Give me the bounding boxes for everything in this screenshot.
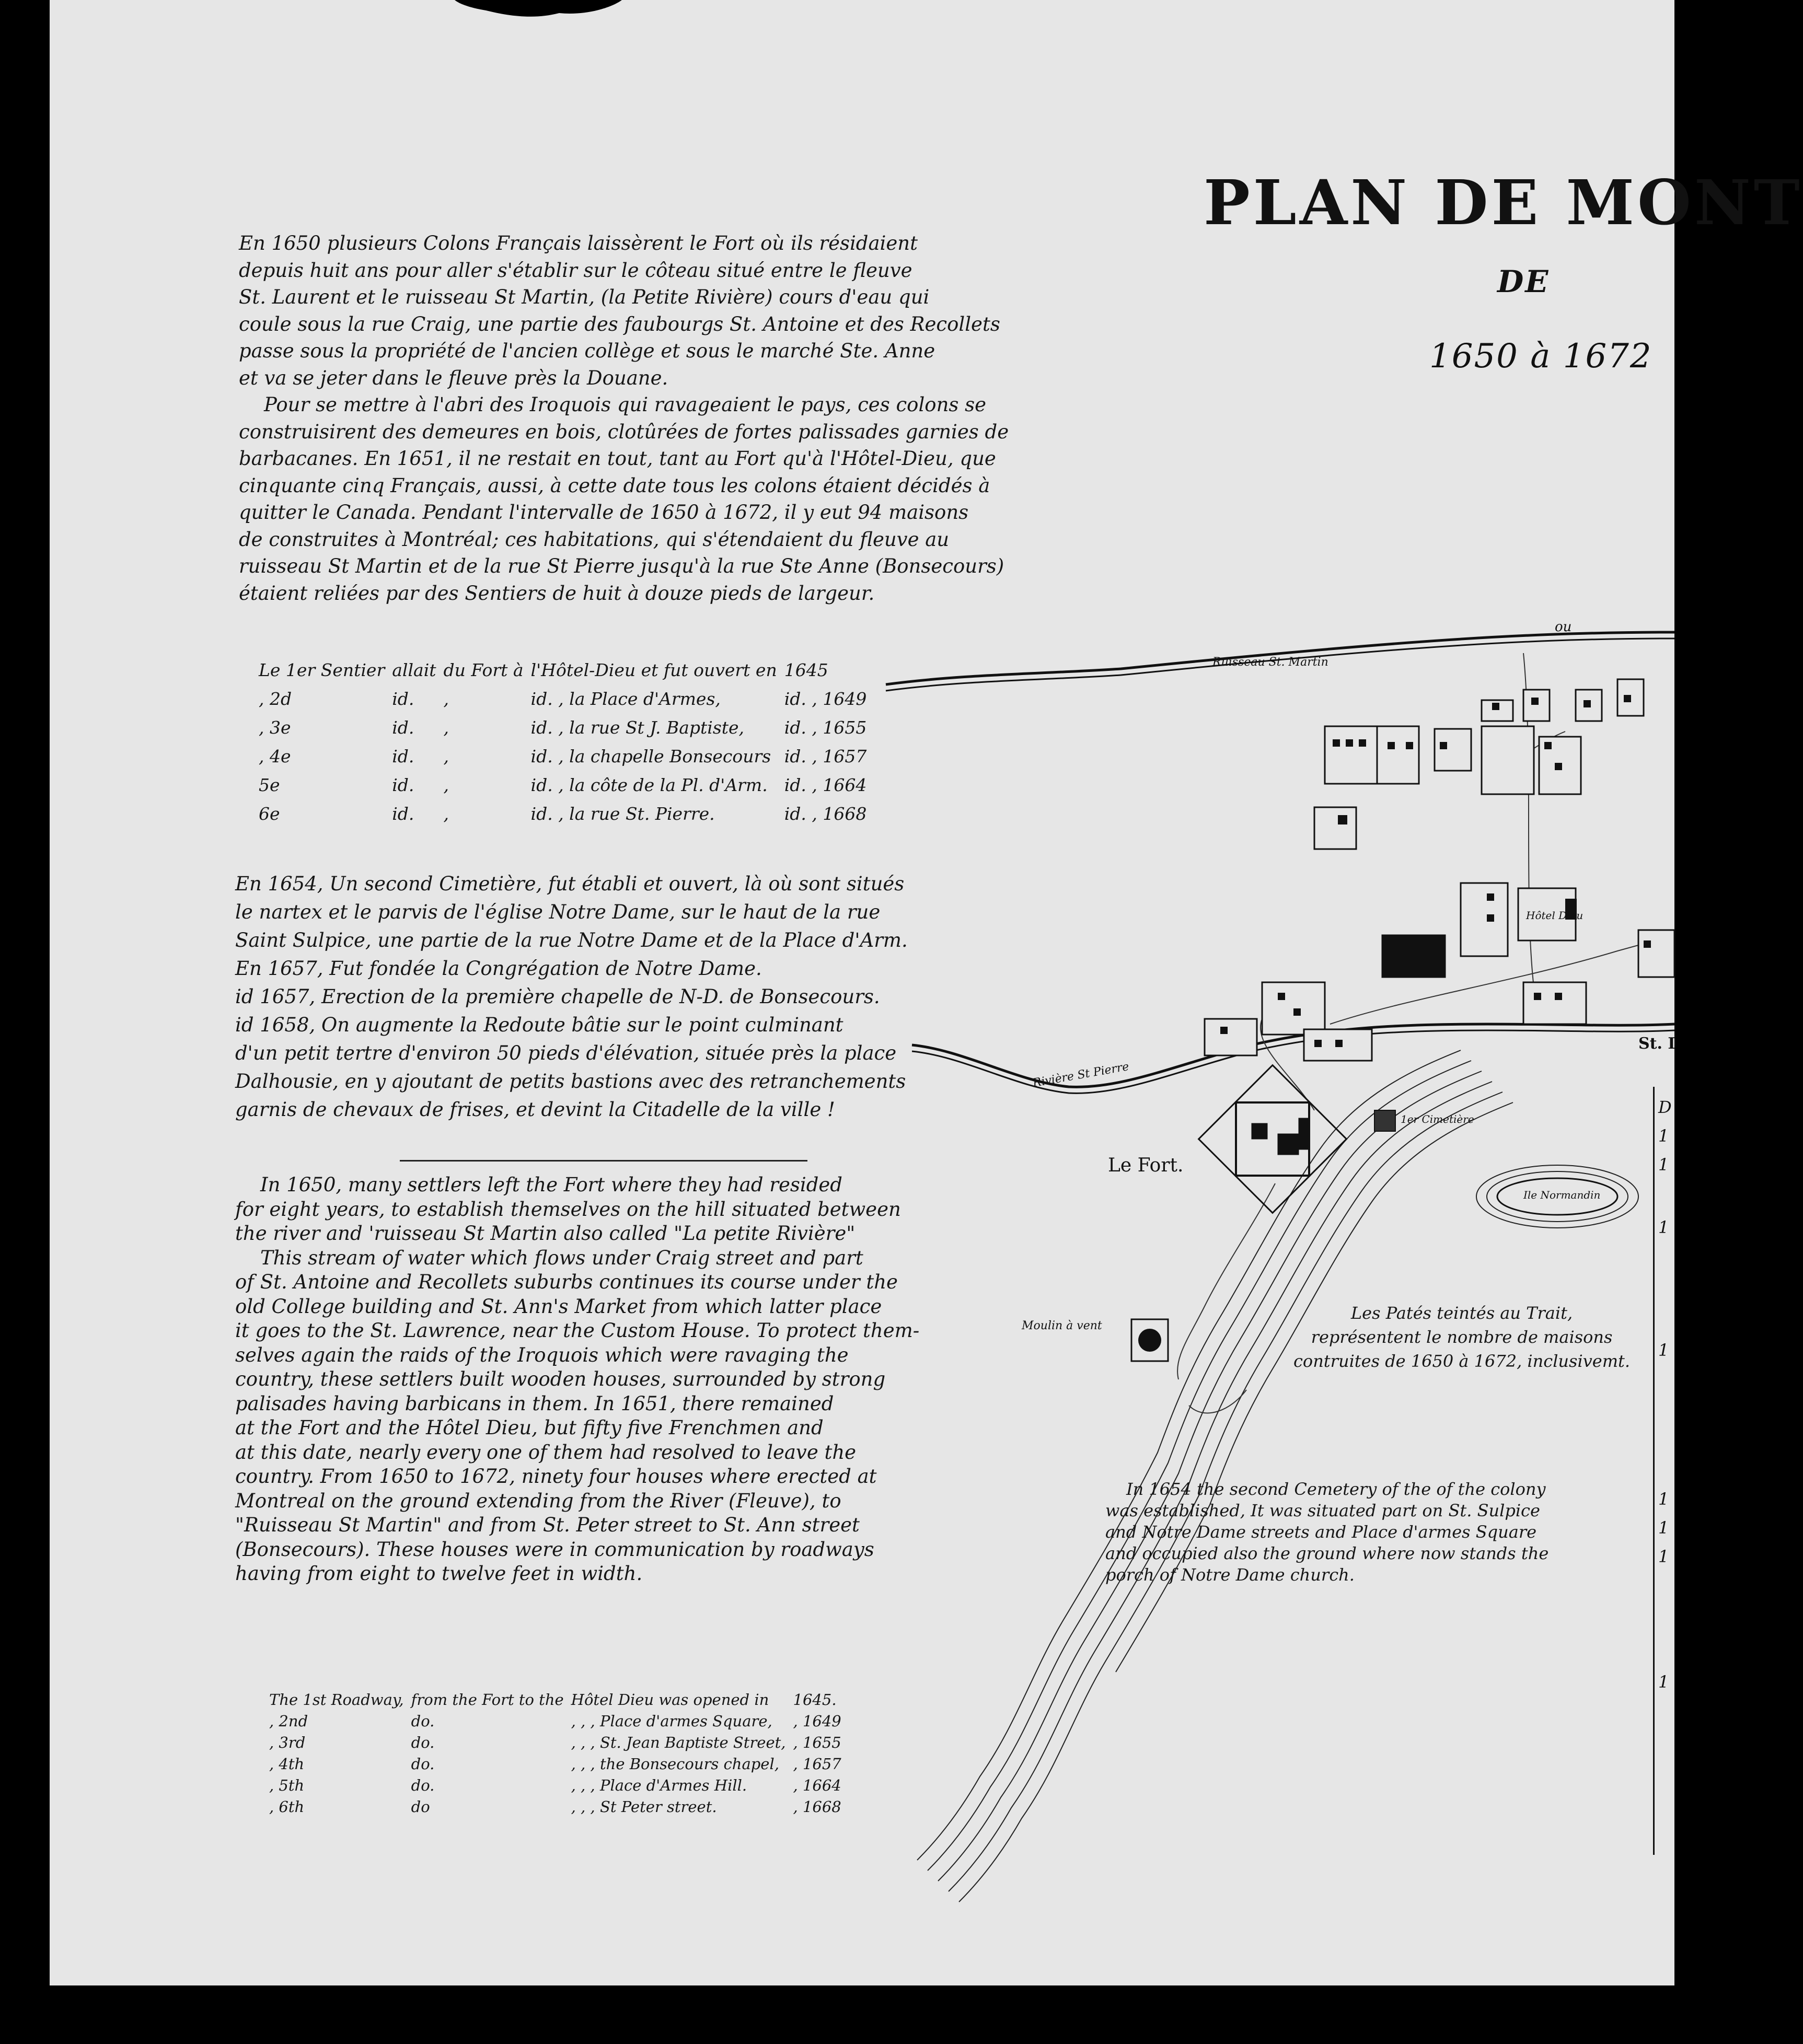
le-fort-label: Le Fort.	[1108, 1155, 1184, 1176]
table-cell: Hôtel Dieu was opened in	[571, 1690, 769, 1709]
ou-label: ou	[1555, 619, 1572, 635]
right-column-cell: 1	[1658, 1217, 1669, 1237]
table-row	[259, 713, 874, 742]
table-cell: , 3rd	[269, 1733, 306, 1751]
st-fragment-label: St. I	[1638, 1035, 1675, 1053]
table-cell: , 1657	[793, 1755, 841, 1773]
bottom-border	[0, 1985, 1674, 2044]
table-cell: id. , la rue St. Pierre.	[530, 804, 715, 824]
table-cell: id. , 1649	[784, 689, 867, 709]
table-cell: , , , Place d'Armes Hill.	[571, 1776, 747, 1794]
text-line: and occupied also the ground where now stands the	[1105, 1543, 1549, 1563]
table-cell: ,	[443, 689, 449, 709]
table-cell: 5e	[259, 775, 280, 795]
text-line: construisirent des demeures en bois, clotûrées de fortes palissades garnies de	[239, 420, 1009, 443]
text-line: En 1650 plusieurs Colons Français laissèrent le Fort où ils résidaient	[239, 232, 918, 254]
table-cell: id.	[392, 775, 414, 795]
table-cell: l'Hôtel-Dieu et fut ouvert en	[530, 660, 777, 680]
text-line: de construites à Montréal; ces habitations, qui s'étendaient du fleuve au	[239, 528, 950, 551]
text-line: Les Patés teintés au Trait,	[1350, 1303, 1573, 1323]
text-line: id 1657, Erection de la première chapelle de N-D. de Bonsecours.	[235, 985, 880, 1008]
text-line: country, these settlers built wooden houses, surrounded by strong	[235, 1368, 886, 1390]
table-row	[269, 1710, 849, 1732]
right-column-cell: 1	[1658, 1489, 1669, 1509]
text-line: depuis huit ans pour aller s'établir sur le côteau situé entre le fleuve	[239, 259, 912, 282]
text-line: having from eight to twelve feet in width.	[235, 1562, 643, 1585]
table-cell: ,	[443, 804, 449, 824]
table-cell: du Fort à	[443, 660, 524, 680]
english-roadways-table	[269, 1689, 849, 1817]
ile-label: Ile Normandin	[1523, 1189, 1601, 1201]
text-line: Dalhousie, en y ajoutant de petits bastions avec des retranchements	[235, 1070, 906, 1093]
table-cell: , 1668	[793, 1797, 841, 1816]
table-cell: do.	[411, 1755, 435, 1773]
text-line: cinquante cinq Français, aussi, à cette date tous les colons étaient décidés à	[239, 474, 990, 497]
text-line: at this date, nearly every one of them had resolved to leave the	[235, 1441, 857, 1464]
right-column-cell: 1	[1658, 1155, 1669, 1175]
section-divider	[400, 1160, 807, 1162]
table-cell: id. , la rue St J. Baptiste,	[530, 717, 745, 738]
text-line: le nartex et le parvis de l'église Notre Dame, sur le haut de la rue	[235, 901, 881, 923]
table-row	[259, 656, 874, 684]
text-line: at the Fort and the Hôtel Dieu, but fifty five Frenchmen and	[235, 1416, 824, 1439]
table-row	[269, 1753, 849, 1774]
table-cell: do.	[411, 1712, 435, 1730]
ruisseau-label: Ruisseau St. Martin	[1212, 656, 1328, 669]
moulin-shape	[1131, 1319, 1168, 1361]
text-line: porch of Notre Dame church.	[1105, 1565, 1355, 1585]
table-cell: do.	[411, 1776, 435, 1794]
table-cell: , 3e	[259, 717, 291, 738]
table-row	[259, 799, 874, 828]
text-line: et va se jeter dans le fleuve près la Douane.	[239, 366, 668, 389]
le-fort-shape	[1199, 1065, 1347, 1213]
table-cell: id. , la chapelle Bonsecours	[530, 746, 771, 766]
table-cell: , 1655	[793, 1733, 841, 1751]
table-row	[269, 1732, 849, 1753]
table-cell: Le 1er Sentier	[259, 660, 385, 680]
table-cell: 1645	[784, 660, 828, 680]
table-cell: do	[411, 1797, 430, 1816]
table-cell: The 1st Roadway,	[269, 1690, 404, 1709]
moulin-label: Moulin à vent	[1022, 1319, 1102, 1332]
french-text-block-2	[235, 870, 908, 1124]
table-cell: , 5th	[269, 1776, 305, 1794]
table-row	[259, 684, 874, 713]
right-column-rule	[1653, 1087, 1655, 1855]
table-cell: 1645.	[793, 1690, 837, 1709]
text-line: représentent le nombre de maisons	[1311, 1327, 1613, 1347]
legend-note	[1293, 1301, 1630, 1373]
table-cell: id. , 1657	[784, 746, 867, 766]
text-line: contruites de 1650 à 1672, inclusivemt.	[1293, 1351, 1631, 1371]
st-lawrence-shore	[917, 1050, 1513, 1902]
table-cell: id. , 1664	[784, 775, 867, 795]
table-cell: , 6th	[269, 1797, 305, 1816]
table-cell: id. , la côte de la Pl. d'Arm.	[530, 775, 768, 795]
text-line: En 1657, Fut fondée la Congrégation de Notre Dame.	[235, 957, 762, 980]
table-cell: , , , Place d'armes Square,	[571, 1712, 772, 1730]
table-cell: id. , 1668	[784, 804, 867, 824]
right-column-cell: 1	[1658, 1672, 1669, 1692]
text-line: d'un petit tertre d'environ 50 pieds d'élévation, située près la place	[235, 1042, 897, 1064]
right-column-cell: D	[1658, 1097, 1672, 1117]
text-line: Pour se mettre à l'abri des Iroquois qui ravageaient le pays, ces colons se	[264, 393, 987, 416]
text-line: it goes to the St. Lawrence, near the Custom House. To protect them-	[235, 1319, 920, 1342]
riviere-label: Rivière St Pierre	[1032, 1060, 1130, 1090]
english-text-block	[235, 1173, 919, 1586]
table-cell: , , , St. Jean Baptiste Street,	[571, 1733, 786, 1751]
french-text-block	[239, 230, 1009, 607]
text-line: was established, It was situated part on St. Sulpice	[1105, 1501, 1540, 1520]
table-cell: from the Fort to the	[411, 1690, 564, 1709]
text-line: garnis de chevaux de frises, et devint la Citadelle de la ville !	[235, 1098, 835, 1121]
text-line: id 1658, On augmente la Redoute bâtie sur le point culminant	[235, 1014, 843, 1036]
table-cell: id.	[392, 717, 414, 738]
table-cell: , 1664	[793, 1776, 841, 1794]
top-blemish	[455, 0, 622, 21]
table-cell: , , , St Peter street.	[571, 1797, 717, 1816]
text-line: Saint Sulpice, une partie de la rue Notre Dame et de la Place d'Arm.	[235, 929, 908, 951]
text-line: quitter le Canada. Pendant l'intervalle de 1650 à 1672, il y eut 94 maisons	[239, 501, 969, 524]
text-line: Montreal on the ground extending from the River (Fleuve), to	[235, 1489, 841, 1512]
text-line: passe sous la propriété de l'ancien collège et sous le marché Ste. Anne	[239, 340, 935, 362]
text-line: St. Laurent et le ruisseau St Martin, (la Petite Rivière) cours d'eau qui	[239, 286, 930, 308]
text-line: old College building and St. Ann's Market from which latter place	[235, 1295, 882, 1318]
right-column-cell: 1	[1658, 1340, 1669, 1360]
table-cell: id.	[392, 689, 414, 709]
table-cell: , , , the Bonsecours chapel,	[571, 1755, 779, 1773]
table-row	[259, 742, 874, 771]
table-cell: ,	[443, 775, 449, 795]
text-line: (Bonsecours). These houses were in communication by roadways	[235, 1538, 874, 1561]
text-line: of St. Antoine and Recollets suburbs continues its course under the	[235, 1271, 898, 1293]
table-cell: , 4th	[269, 1755, 305, 1773]
text-line: for eight years, to establish themselves on the hill situated between	[235, 1198, 901, 1221]
table-cell: ,	[443, 717, 449, 738]
right-column-cell: 1	[1658, 1547, 1669, 1566]
table-cell: 6e	[259, 804, 280, 824]
cemetery-shape	[1374, 1110, 1395, 1131]
text-line: This stream of water which flows under Craig street and part	[260, 1246, 863, 1269]
table-row	[259, 771, 874, 799]
table-cell: id. , la Place d'Armes,	[530, 689, 721, 709]
right-column-cell: 1	[1658, 1518, 1669, 1538]
table-cell: , 2d	[259, 689, 292, 709]
text-line: the river and 'ruisseau St Martin also called "La petite Rivière"	[235, 1222, 856, 1245]
text-line: barbacanes. En 1651, il ne restait en tout, tant au Fort qu'à l'Hôtel-Dieu, que	[239, 447, 996, 470]
map-subtitle: DE	[1497, 264, 1550, 299]
text-line: En 1654, Un second Cimetière, fut établi et ouvert, là où sont situés	[235, 873, 905, 895]
cemetery-note	[1105, 1479, 1548, 1586]
text-line: In 1650, many settlers left the Fort where they had resided	[260, 1174, 842, 1196]
house-blocks	[1205, 679, 1674, 1061]
table-cell: do.	[411, 1733, 435, 1751]
cimetiere-label: 1er Cimetière	[1401, 1113, 1474, 1125]
table-cell: , 4e	[259, 746, 291, 766]
table-cell: , 1649	[793, 1712, 841, 1730]
text-line: "Ruisseau St Martin" and from St. Peter street to St. Ann street	[235, 1514, 860, 1536]
table-cell: id.	[392, 804, 414, 824]
table-cell: id. , 1655	[784, 717, 867, 738]
text-line: country. From 1650 to 1672, ninety four houses where erected at	[235, 1465, 877, 1488]
table-cell: id.	[392, 746, 414, 766]
map-years: 1650 à 1672	[1429, 337, 1652, 376]
table-row	[269, 1689, 849, 1710]
map-title: PLAN DE MONT	[1204, 166, 1803, 239]
map-sheet	[50, 0, 1803, 1985]
table-cell: ,	[443, 746, 449, 766]
hotel-dieu-label: Hôtel Dieu	[1526, 909, 1584, 922]
text-line: coule sous la rue Craig, une partie des faubourgs St. Antoine et des Recollets	[239, 312, 1000, 335]
text-line: ruisseau St Martin et de la rue St Pierre jusqu'à la rue Ste Anne (Bonsecours)	[239, 555, 1004, 577]
right-column-cell: 1	[1658, 1126, 1669, 1146]
text-line: selves again the raids of the Iroquois which were ravaging the	[235, 1343, 849, 1366]
table-cell: allait	[392, 660, 436, 680]
table-row	[269, 1796, 849, 1817]
text-line: étaient reliées par des Sentiers de huit à douze pieds de largeur.	[239, 582, 875, 605]
table-cell: , 2nd	[269, 1712, 308, 1730]
text-line: and Notre Dame streets and Place d'armes Square	[1105, 1522, 1537, 1542]
text-line: palisades having barbicans in them. In 1651, there remained	[235, 1392, 834, 1415]
text-line: In 1654 the second Cemetery of the of the colony	[1126, 1479, 1546, 1499]
french-sentiers-table	[259, 656, 874, 828]
table-row	[269, 1774, 849, 1796]
